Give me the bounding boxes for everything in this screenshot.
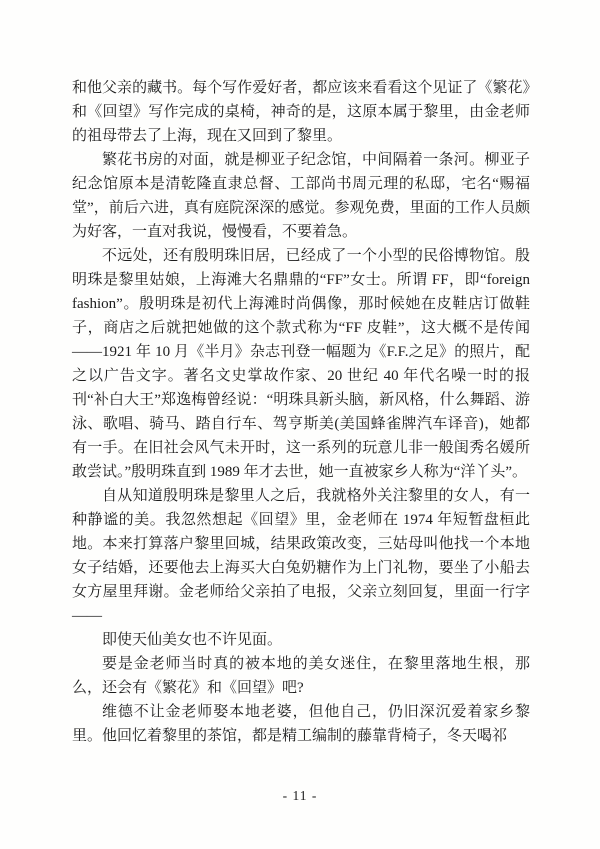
paragraph: 要是金老师当时真的被本地的美女迷住，在黎里落地生根，那么，还会有《繁花》和《回望》吧? bbox=[72, 656, 530, 696]
paragraph: 自从知道殷明珠是黎里人之后，我就格外关注黎里的女人，有一种静谧的美。我忽然想起《回望》里，金老师在 1974 年短暂盘桓此地。本来打算落户黎里回城，结果政策改变，三姑母叫他找一个本地女子结婚，还要他去上海买大白兔奶糖作为上门礼物，要坐了小船去女方屋里拜谢。金老师给父亲拍了电报，父亲立刻回复，里面一行字—— bbox=[72, 488, 530, 624]
paragraph: 繁花书房的对面，就是柳亚子纪念馆，中间隔着一条河。柳亚子纪念馆原本是清乾隆直隶总督、工部尚书周元理的私邸，宅名“赐福堂”，前后六进，真有庭院深深的感觉。参观免费，里面的工作人员颇为好客，一直对我说，慢慢看，不要着急。 bbox=[72, 152, 530, 240]
paragraph: 维德不让金老师娶本地老婆，但他自己，仍旧深沉爱着家乡黎里。他回忆着黎里的茶馆，都是精工编制的藤靠背椅子，冬天喝祁 bbox=[72, 704, 530, 744]
page-body bbox=[72, 76, 530, 748]
paragraph: 即使天仙美女也不许见面。 bbox=[102, 632, 283, 648]
page-number: - 11 - bbox=[282, 788, 318, 803]
paragraph: 不远处，还有殷明珠旧居，已经成了一个小型的民俗博物馆。殷明珠是黎里姑娘，上海滩大名鼎鼎的“FF”女士。所谓 FF，即“foreign fashion”。殷明珠是初代上海滩时尚偶像，那时候她在皮鞋店订做鞋子，商店之后就把她做的这个款式称为“FF 皮鞋”，这大概不是传闻——1921 年 10 月《半月》杂志刊登一幅题为《F.F.之足》的照片，配之以广告文字。著名文史掌故作家、20 世纪 40 年代名噪一时的报刊“补白大王”郑逸梅曾经说：“明珠具新头脑，新风格，什么舞蹈、游泳、歌唱、骑马、踏自行车、驾亨斯美(美国蜂雀牌汽车译音)，她都有一手。在旧社会风气未开时，这一系列的玩意儿非一般闺秀名媛所敢尝试。”殷明珠直到 1989 年才去世，她一直被家乡人称为“洋丫头”。 bbox=[72, 248, 530, 480]
paragraph: 和他父亲的藏书。每个写作爱好者，都应该来看看这个见证了《繁花》和《回望》写作完成的桌椅，神奇的是，这原本属于黎里，由金老师的祖母带去了上海，现在又回到了黎里。 bbox=[72, 80, 530, 144]
